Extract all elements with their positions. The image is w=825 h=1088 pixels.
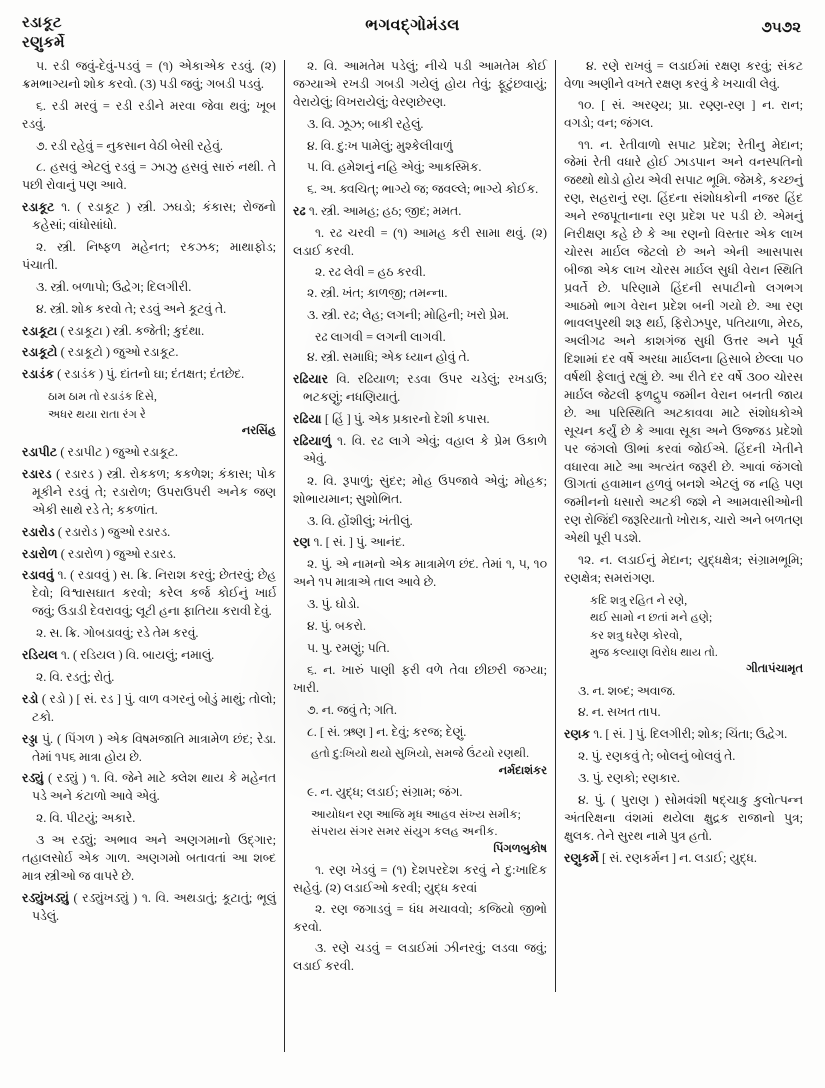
entry-headword: રડાવવું bbox=[22, 568, 58, 583]
sense-paragraph: ૭. ન. જવું તે; ગતિ. bbox=[307, 702, 397, 717]
sense-paragraph: ૮. [ સં. ઋણ ] ન. દેવું; કરજ; દેણું. bbox=[307, 724, 467, 739]
dictionary-entry bbox=[22, 647, 276, 665]
dictionary-entry bbox=[22, 546, 276, 564]
entry-headword: રણુકર્મે bbox=[564, 850, 603, 865]
sense-paragraph: ૩. પું. ઘોડો. bbox=[307, 597, 360, 612]
entry-definition: ( રડ્યુંખડ્યું ) ૧. વિ. અથડાતું; કૂટાતું; ભૂલું પડેલું. bbox=[32, 890, 276, 923]
sense-paragraph: ૧૨. ન. લડાઈનું મેદાન; યુદ્ધક્ષેત્ર; સંગ્રામભૂમિ; રણક્ષેત્ર; સમરાંગણ. bbox=[564, 553, 803, 585]
verse-line: મુજ કલ્યાણ વિરોધ થાય તો. bbox=[590, 646, 718, 659]
dictionary-entry bbox=[22, 344, 276, 362]
sense-paragraph: ૧૧. ન. રેતીવાળો સપાટ પ્રદેશ; રેતીનુ મેદાન; જેમાં રેતી વધારે હોઈ ઝાડપાન અને વનસ્પતિનો જથ્થો થોડો હોય એવી સપાટ ભૂમિ. જેમકે, કચ્છનું રણ, સહરાનું રણ. હિંદના સંશોધકોની નજર હિંદ અને રજપૂતાનાના રણ પ્રદેશ પર પડી છે. એમનું નિરીક્ષણ કહે છે કે આ રણનો વિસ્તાર એક લાખ ચોરસ માર્ઇલ જેટલો છે અને એની આસપાસ બીજા એક લાખ ચોરસ માર્ઇલ સુધી વેરાન સ્થિતિ પ્રવર્તે છે. પરિણામે હિંદની સપાટીનો લગભગ આઠમો ભાગ વેરાન પ્રદેશ બની ગયો છે. આ રણ ભાવલપુરથી શરૂ થર્ઇ, ફિરોઝપુર, પતિયાળા, મેરઠ, અલીગઢ અને કાશગંજ સુધી ઉત્તર અને પૂર્વ દિશામાં દર વર્ષે અરધા માર્ઇલના હિસાબે છેલ્લા ૫૦ વર્ષથી ફેલાતું રહ્યું છે. આ રીતે દર વર્ષે ૩૦૦ ચોરસ માર્ઇલ જેટલી ફળદ્રુપ જમીન વેરાન બનતી જાય છે. આ પરિસ્થિતિ અટકાવવા માટે સંશોધકોએ સૂચન કર્યું છે કે આવા સૂકા અને ઉજ્જડ પ્રદેશો પર જંગલો ઊભાં કરવાં જોઈએ. હિંદની ખેતીને વધારવા માટે આ અત્યંત જરૂરી છે. આવાં જંગલો ઊગતાં હવામાન હળવું બનશે એટલું જ નહિ પણ જમીનનો ધસારો અટકી જશે ને આમવાસીઓની રણ રોજિંદી જરૂરિયાતો ખોરાક, ચારો અને બળતણ એથી પૂરી પડશે. bbox=[564, 137, 803, 546]
dictionary-entry bbox=[22, 524, 276, 542]
entry-headword: રડ્યું bbox=[22, 771, 49, 786]
sense-paragraph: ૯. ન. યુદ્ધ; લડાઈ; સંગ્રામ; જંગ. bbox=[307, 785, 463, 800]
sub-sense-paragraph: ૨. રણ જગાડવું = ધંધ મચાવવો; કજિયો જીભો કરવો. bbox=[293, 901, 547, 934]
column-left bbox=[14, 58, 284, 1080]
verse-line: કદિ શત્રુ રહિત ને રણે, bbox=[590, 593, 688, 607]
entry-headword: રઢ bbox=[293, 204, 309, 219]
sense-paragraph: ૨. વિ. રડતું; રોતું. bbox=[36, 669, 115, 684]
entry-definition: ૧. વિ. રઢ લાગે એવું; વહાલ કે પ્રેમ ઉકાળે એવું. bbox=[303, 434, 548, 466]
dictionary-entry bbox=[293, 371, 547, 407]
sense-paragraph: ૧૦. [ સં. અરણ્ય; પ્રા. રણ્ણ-રણ ] ન. રાન; વગડો; વન; જંગલ. bbox=[564, 97, 803, 130]
sense-paragraph: ૩. સ્ત્રી. બળાપો; ઉદ્વેગ; દિલગીરી. bbox=[36, 279, 192, 294]
entry-definition: ૧. [ સં. ] પું. આનંદ. bbox=[313, 535, 405, 550]
entry-headword: રડારડ bbox=[22, 467, 57, 482]
sense-paragraph: ૬. રડી મરવું = રડી રડીને મરવા જેવા થવું; ખૂબ રડવું. bbox=[22, 98, 276, 131]
entry-definition: ( રડાકૂટા ) સ્ત્રી. કજેતી; કુદંથા. bbox=[60, 323, 205, 338]
dictionary-entry bbox=[293, 411, 547, 429]
sense-paragraph: ૬. અ. ક્વચિત્; ભાગ્યે જ; જવલ્લે; ભાગ્યે કોઈક. bbox=[307, 182, 539, 197]
sense-paragraph: ૩. ન. શબ્દ; અવાજ. bbox=[578, 683, 676, 698]
entry-definition: ( રડાકૂટો ) જુઓ રડાકૂટ. bbox=[60, 345, 179, 360]
sense-paragraph: ૨. સ. ક્રિ. ગોબડાવવું; રડે તેમ કરવું. bbox=[36, 626, 199, 641]
sense-paragraph: ૩. વિ. હોંશીલું; ખંતીલું. bbox=[307, 513, 413, 528]
dictionary-entry bbox=[22, 731, 276, 767]
verse-line: અધર થયા રાતા રંગ રે bbox=[48, 407, 146, 421]
dictionary-entry bbox=[22, 890, 276, 926]
entry-definition: ( રડ્યું ) ૧. વિ. જેને માટે ક્લેશ થાય કે મહેનત પડે અને કંટાળો આવે એવું. bbox=[32, 771, 276, 804]
sense-paragraph: ૨. સ્ત્રી. નિષ્ફળ મહેનત; રકઝક; માથાફોડ; પંચાતી. bbox=[22, 240, 276, 272]
column-right bbox=[556, 58, 811, 1080]
sense-paragraph: ૪. પું. ( પુરાણ ) સોમવંશી ષદ્ચાકુ કુલોત્પન્ન અંતરિક્ષના વંશમાં થયેલા ક્ષુદ્રક રાજાનો પુત્ર; ક્ષુલક. તેને સુરથ નામે પુત્ર હતો. bbox=[564, 792, 803, 843]
entry-definition: ( રડારોળ ) જુઓ રડારડ. bbox=[60, 546, 176, 561]
sense-paragraph: ૫. વિ. હમેશનું નહિ એવું; આકસ્મિક. bbox=[307, 160, 482, 175]
sub-sense-paragraph: ૨. રઢ લેવી = હઠ કરવી. bbox=[315, 264, 426, 279]
sub-sense-paragraph: ૧. રઢ ચરવી = (૧) આમહ કરી સામા થવું. (૨) લડાઈ કરવી. bbox=[293, 226, 547, 259]
entry-headword: રડારોડ bbox=[22, 524, 58, 539]
entry-definition: ૧. ( રડિયલ ) વિ. બાયલું; નમાલું. bbox=[60, 648, 215, 663]
entry-headword: રડ્યુંખડ્યું bbox=[22, 890, 74, 905]
sense-paragraph: ૨. વિ. રૂપાળું; સુંદર; મોહ ઉપજાવે એવું; મોહક; શોભાયમાન; સુશોભિત. bbox=[293, 473, 547, 506]
dictionary-entry bbox=[564, 850, 803, 868]
entry-definition: ( રડાડંક ) પું. દાંતનો ઘા; દંતક્ષત; દંતછેદ. bbox=[57, 367, 245, 382]
entry-definition: ૧. [ સં. ] પું. દિલગીરી; શોક; ચિંતા; ઉદ્વેગ. bbox=[593, 727, 788, 742]
quotation-text: હતો દુ:ખિયો થયો સુખિયો, સમજે ઉંટયો રણથી. bbox=[311, 747, 529, 761]
entry-headword: રડાકૂટા bbox=[22, 323, 61, 338]
quotation-citation: નર્મદાશંકર bbox=[498, 764, 547, 777]
entry-headword: રડારોળ bbox=[22, 546, 61, 561]
entry-headword: રડાપીટ bbox=[22, 445, 61, 460]
page-number: ૭૫૭૨ bbox=[761, 20, 801, 36]
entry-definition: ૧. ( રડાવવું ) સ. ક્રિ. નિરાશ કરવું; છેતરવું; છેહ દેવો; વિશ્વાસઘાત કરવો; કરેલ કર્જ કોઈનું ખાર્ઇ જવું; ઉડાડી દેવરાવવું; લૂટી હના ફાતિયા કરાવી દેવું. bbox=[32, 568, 276, 619]
sense-paragraph: ૨. પું. રણકવું તે; બોલનું બોલવું તે. bbox=[578, 749, 736, 764]
sense-paragraph: ૩. વિ. ઝૂઝ; બાકી રહેલું. bbox=[307, 116, 424, 131]
quotation-line: આયોધન રણ આજિ મૃધ આહવ સંખ્ય સમીક; bbox=[311, 807, 521, 821]
prose-quotation bbox=[293, 806, 547, 858]
column-middle bbox=[285, 58, 555, 1080]
entry-definition: ( રડો ) [ સં. રડ ] પું. વાળ વગરનું બોડું માથું; તોલો; ટકો. bbox=[32, 691, 276, 724]
dictionary-entry bbox=[22, 770, 276, 806]
sense-paragraph: ૨. વિ. આમતેમ પડેલું; નીચે પડી આમતેમ કોઈ જગ્યાએ રખડી ગબડી ગયેલું હોય તેવું; ફૂટુંછવાયું; વેરાયેલું; વિખરાયેલું; વેરણછેરણ. bbox=[293, 59, 547, 109]
dictionary-entry bbox=[22, 691, 276, 727]
sense-paragraph: ૨. પું. એ નામનો એક માત્રામેળ છંદ. તેમાં ૧, ૫, ૧૦ અને ૧૫ માત્રાએ તાલ આવે છે. bbox=[293, 557, 547, 590]
entry-headword: રઢિયા bbox=[293, 412, 325, 427]
sub-sense-paragraph: ૧. રણ ખેડવું = (૧) દેશપરદેશ કરવું ને દુ:ખાદિક સહેવું. (૨) લડાઈઓ કરવી; યુદ્ધ કરવાં bbox=[293, 863, 547, 896]
running-head-line-1: રડાકૂટ bbox=[22, 15, 62, 31]
entry-headword: રડો bbox=[22, 691, 42, 706]
entry-definition: ( રડાપીટ ) જુઓ રડાકૂટ. bbox=[60, 445, 178, 460]
entry-headword: રડાકૂટો bbox=[22, 345, 61, 360]
verse-line: કર શત્રુ ધરેણ કોરવો, bbox=[590, 628, 683, 642]
sense-paragraph: ૪. પું. બકરો. bbox=[307, 619, 366, 634]
dictionary-entry bbox=[293, 433, 547, 469]
entry-headword: રઢિયાર bbox=[293, 372, 337, 387]
entry-definition: [ હિં ] પું. એક પ્રકારનો દેશી કપાસ. bbox=[324, 412, 490, 427]
entry-headword: રડિયલ bbox=[22, 648, 61, 663]
dictionary-entry bbox=[22, 444, 276, 462]
entry-definition: પું. ( પિંગળ ) એક વિષમજાતિ માત્રામેળ છંદ; રેડા. તેમાં ૧૫૬ માત્રા હોય છે. bbox=[32, 731, 277, 764]
sub-sense-paragraph: રઢ લાગવી = લગની લાગવી. bbox=[315, 329, 446, 344]
text-columns bbox=[14, 58, 811, 1080]
dictionary-entry bbox=[22, 466, 276, 520]
verse-quotation bbox=[22, 388, 276, 440]
sense-paragraph: ૩ અ રડ્યું; અભાવ અને અણગમાનો ઉદ્ગાર; તહાલસોર્ઇ એક ગાળ. અણગમો બતાવતાં આ શબ્દ માત્ર સ્ત્રીઓ જ વાપરે છે. bbox=[22, 833, 276, 883]
verse-citation: ગીતાપંચામૃત bbox=[746, 663, 803, 676]
entry-headword: રડ્ડા bbox=[22, 731, 42, 746]
sub-sense-paragraph: ૪. રણે રાખવું = લડાઈમાં રક્ષણ કરવું; સંકટ વેળા અણીને વખતે રક્ષણ કરવું કે ખચાવી લેવું. bbox=[564, 59, 803, 91]
sub-sense-paragraph: ૩. રણે ચડવું = લડાઈમાં ઝીનરવું; લડવા જવું; લડાઈ કરવી. bbox=[293, 940, 547, 973]
running-head-line-2: રણુકર્મે bbox=[22, 34, 65, 51]
entry-definition: ( રડારડ ) સ્ત્રી. રોકકળ; કકળેશ; કંકાસ; પોક મૂકીને રડવું તે; રડારોળ; ઉપરાઉપરી અનેક જણ એકી સાથે રડે તે; કકળાંત. bbox=[32, 467, 276, 517]
quotation-citation: પિંગળબુકોષ bbox=[493, 843, 547, 856]
sense-paragraph: ૪. ન. સખત તાપ. bbox=[578, 705, 661, 720]
dictionary-entry bbox=[293, 203, 547, 221]
dictionary-entry bbox=[293, 534, 547, 552]
entry-headword: રડાકૂટ bbox=[22, 200, 62, 215]
sense-paragraph: ૬. ન. ખારું પાણી ફરી વળે તેવા છીછરી જગ્યા; ખારી. bbox=[293, 662, 547, 695]
sense-paragraph: ૨. વિ. પીટયું; અકારે. bbox=[36, 811, 136, 826]
entry-definition: ૧. સ્ત્રી. આમહ; હઠ; જીદ; મમત. bbox=[308, 204, 462, 219]
dictionary-entry bbox=[22, 199, 276, 235]
sense-paragraph: ૪. વિ. દુ:ખ પામેલું; મુશ્કેલીવાળું bbox=[307, 138, 453, 153]
entry-headword: રડાડંક bbox=[22, 367, 58, 382]
entry-headword: રઢિયાળું bbox=[293, 434, 338, 449]
entry-definition: ૧. ( રડાકૂટ ) સ્ત્રી. ઝઘડો; કંકાસ; રોજનો કહેસાં; વાંધોસાંધો. bbox=[32, 200, 276, 233]
prose-quotation bbox=[293, 745, 547, 780]
dictionary-entry bbox=[22, 323, 276, 341]
entry-headword: રણક bbox=[564, 727, 594, 742]
entry-headword: રણ bbox=[293, 535, 314, 550]
entry-definition: ( રડારોડ ) જુઓ રડારડ. bbox=[57, 524, 171, 539]
quotation-line: સંપરાય સંગર સમર સંયુગ કલહ અનીક. bbox=[311, 825, 498, 839]
sense-paragraph: ૫. પુ. રમણું; પતિ. bbox=[307, 640, 390, 655]
dictionary-entry bbox=[564, 726, 803, 744]
verse-citation: નરસિંહ bbox=[241, 425, 276, 438]
dictionary-entry bbox=[22, 366, 276, 384]
sense-paragraph: ૩. સ્ત્રી. રઢ; લેહ; લગની; મોહિની; ખરો પ્રેમ. bbox=[307, 307, 509, 322]
book-title: ભગવદ્ગોમંડલ bbox=[365, 17, 460, 34]
verse-line: ઠામ ઠામ તો રડાડંક દિસે, bbox=[48, 390, 157, 404]
entry-definition: વિ. રઢિયાળ; રડવા ઉપર ચડેલું; રખડાઉ; ભટકણું; નધણિયાતું. bbox=[303, 372, 548, 405]
sense-paragraph: ૭. રડી રહેવું = નુકસાન વેઠી બેસી રહેવું. bbox=[36, 138, 223, 153]
dictionary-entry bbox=[22, 567, 276, 621]
sense-paragraph: ૫. રડી જવું-દેવું-પડવું = (૧) એકાએક રડવું. (૨) ક્રમભાગ્યનો શોક કરવો. (૩) પડી જવું; ગબડી પડવું. bbox=[22, 59, 276, 91]
verse-quotation bbox=[564, 592, 803, 679]
entry-definition: [ સં. રણકર્મન ] ન. લડાઈ; યુદ્ધ. bbox=[602, 850, 757, 865]
page-header bbox=[0, 0, 825, 56]
sense-paragraph: ૪. સ્ત્રી. શોક કરવો તે; રડવું અને કૂટવું તે. bbox=[36, 301, 227, 316]
sense-paragraph: ૩. પું. રણકો; રણકાર. bbox=[578, 771, 681, 786]
sense-paragraph: ૪. સ્ત્રી. સમાધિ; એક ધ્યાન હોવું તે. bbox=[307, 350, 470, 365]
verse-line: થઈ સામો ન છતાં મને હણે; bbox=[590, 611, 713, 625]
sense-paragraph: ૨. સ્ત્રી. ખંત; કાળજી; તમન્ના. bbox=[307, 285, 448, 300]
sense-paragraph: ૮. હસવું એટલું રડવું = ઝાઝુ હસવું સારું નથી. તે પછી રોવાનું પણ આવે. bbox=[22, 160, 276, 193]
